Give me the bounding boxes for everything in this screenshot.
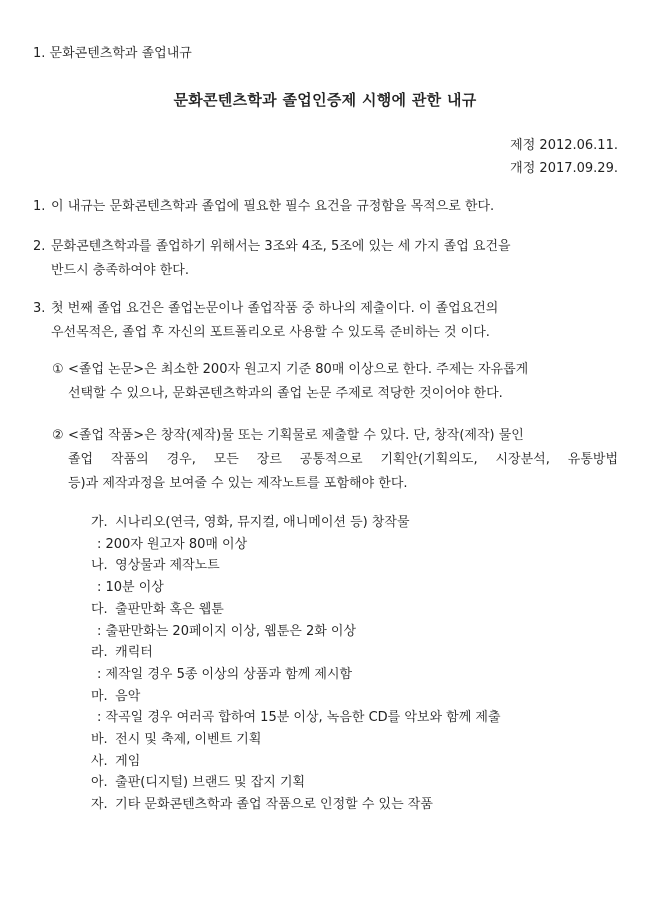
subclause-line: <졸업 작품>은 창작(제작)물 또는 기획물로 제출할 수 있다. 단, 창작(제작) 물인	[68, 428, 524, 443]
revision-dates	[510, 134, 618, 180]
subclause-line: 등)과 제작과정을 보여줄 수 있는 제작노트를 포함해야 한다.	[68, 476, 408, 491]
list-item	[91, 751, 501, 773]
subclause-line: <졸업 논문>은 최소한 200자 원고지 기준 80매 이상으로 한다. 주제는 자유롭게	[68, 362, 529, 377]
item-label: 나.	[91, 558, 108, 574]
clause-line: 반드시 충족하여야 한다.	[51, 263, 189, 278]
clause-number: 1.	[33, 199, 46, 214]
clause-1	[33, 195, 494, 219]
list-item	[91, 512, 501, 534]
section-heading: 1. 문화콘텐츠학과 졸업내규	[33, 46, 192, 61]
item-label: 다.	[91, 601, 108, 617]
clause-number: 2.	[33, 239, 46, 254]
item-text: 기타 문화콘텐츠학과 졸업 작품으로 인정할 수 있는 작품	[115, 797, 433, 813]
list-item	[91, 686, 501, 708]
item-text: 출판만화 혹은 웹툰	[115, 601, 224, 617]
item-label: 아.	[91, 775, 108, 791]
item-text: 음악	[115, 688, 141, 704]
subclause-1	[52, 358, 528, 406]
clause-2	[33, 235, 511, 283]
item-text: 게임	[115, 753, 141, 769]
item-text: 영상물과 제작노트	[115, 558, 220, 574]
list-item	[91, 642, 501, 664]
item-text: 시나리오(연극, 영화, 뮤지컬, 애니메이션 등) 창작물	[115, 515, 410, 530]
item-requirement: : 출판만화는 20페이지 이상, 웹툰은 2화 이상	[97, 623, 357, 639]
item-text: 캐릭터	[115, 645, 153, 661]
subclause-mark: ②	[52, 428, 64, 443]
item-label: 바.	[91, 732, 108, 748]
subclause-mark: ①	[52, 362, 64, 377]
amendment-date: 개정 2017.09.29.	[510, 161, 618, 176]
item-label: 라.	[91, 645, 108, 661]
clause-line: 우선목적은, 졸업 후 자신의 포트폴리오로 사용할 수 있도록 준비하는 것 이다.	[51, 325, 490, 340]
item-text: 출판(디지털) 브랜드 및 잡지 기획	[115, 775, 306, 791]
list-item	[91, 794, 501, 816]
list-item	[91, 599, 501, 621]
item-requirement: : 10분 이상	[97, 580, 164, 596]
item-label: 마.	[91, 688, 108, 704]
item-requirement: : 제작일 경우 5종 이상의 상품과 함께 제시함	[97, 666, 353, 682]
list-item	[91, 772, 501, 794]
item-label: 자.	[91, 797, 108, 813]
list-item	[91, 729, 501, 751]
clause-line: 이 내규는 문화콘텐츠학과 졸업에 필요한 필수 요건을 규정함을 목적으로 한다.	[51, 199, 495, 214]
enactment-date: 제정 2012.06.11.	[510, 138, 618, 153]
item-label: 사.	[91, 753, 108, 769]
work-type-list	[91, 512, 501, 816]
subclause-line: 선택할 수 있으나, 문화콘텐츠학과의 졸업 논문 주제로 적당한 것이어야 한다.	[68, 386, 503, 401]
clause-number: 3.	[33, 301, 46, 316]
item-label: 가.	[91, 515, 108, 530]
subclause-line: 졸업 작품의 경우, 모든 장르 공통적으로 기획안(기획의도, 시장분석, 유통방법	[68, 452, 618, 467]
clause-line: 첫 번째 졸업 요건은 졸업논문이나 졸업작품 중 하나의 제출이다. 이 졸업요건의	[51, 301, 499, 316]
document-title: 문화콘텐츠학과 졸업인증제 시행에 관한 내규	[173, 91, 477, 109]
item-requirement: : 작곡일 경우 여러곡 합하여 15분 이상, 녹음한 CD를 악보와 함께 제출	[97, 710, 501, 726]
list-item	[91, 555, 501, 577]
item-text: 전시 및 축제, 이벤트 기획	[115, 732, 262, 748]
clause-line: 문화콘텐츠학과를 졸업하기 위해서는 3조와 4조, 5조에 있는 세 가지 졸업 요건을	[51, 239, 511, 254]
clause-3	[33, 297, 498, 345]
subclause-2	[52, 424, 618, 496]
item-requirement: : 200자 원고자 80매 이상	[97, 536, 248, 552]
